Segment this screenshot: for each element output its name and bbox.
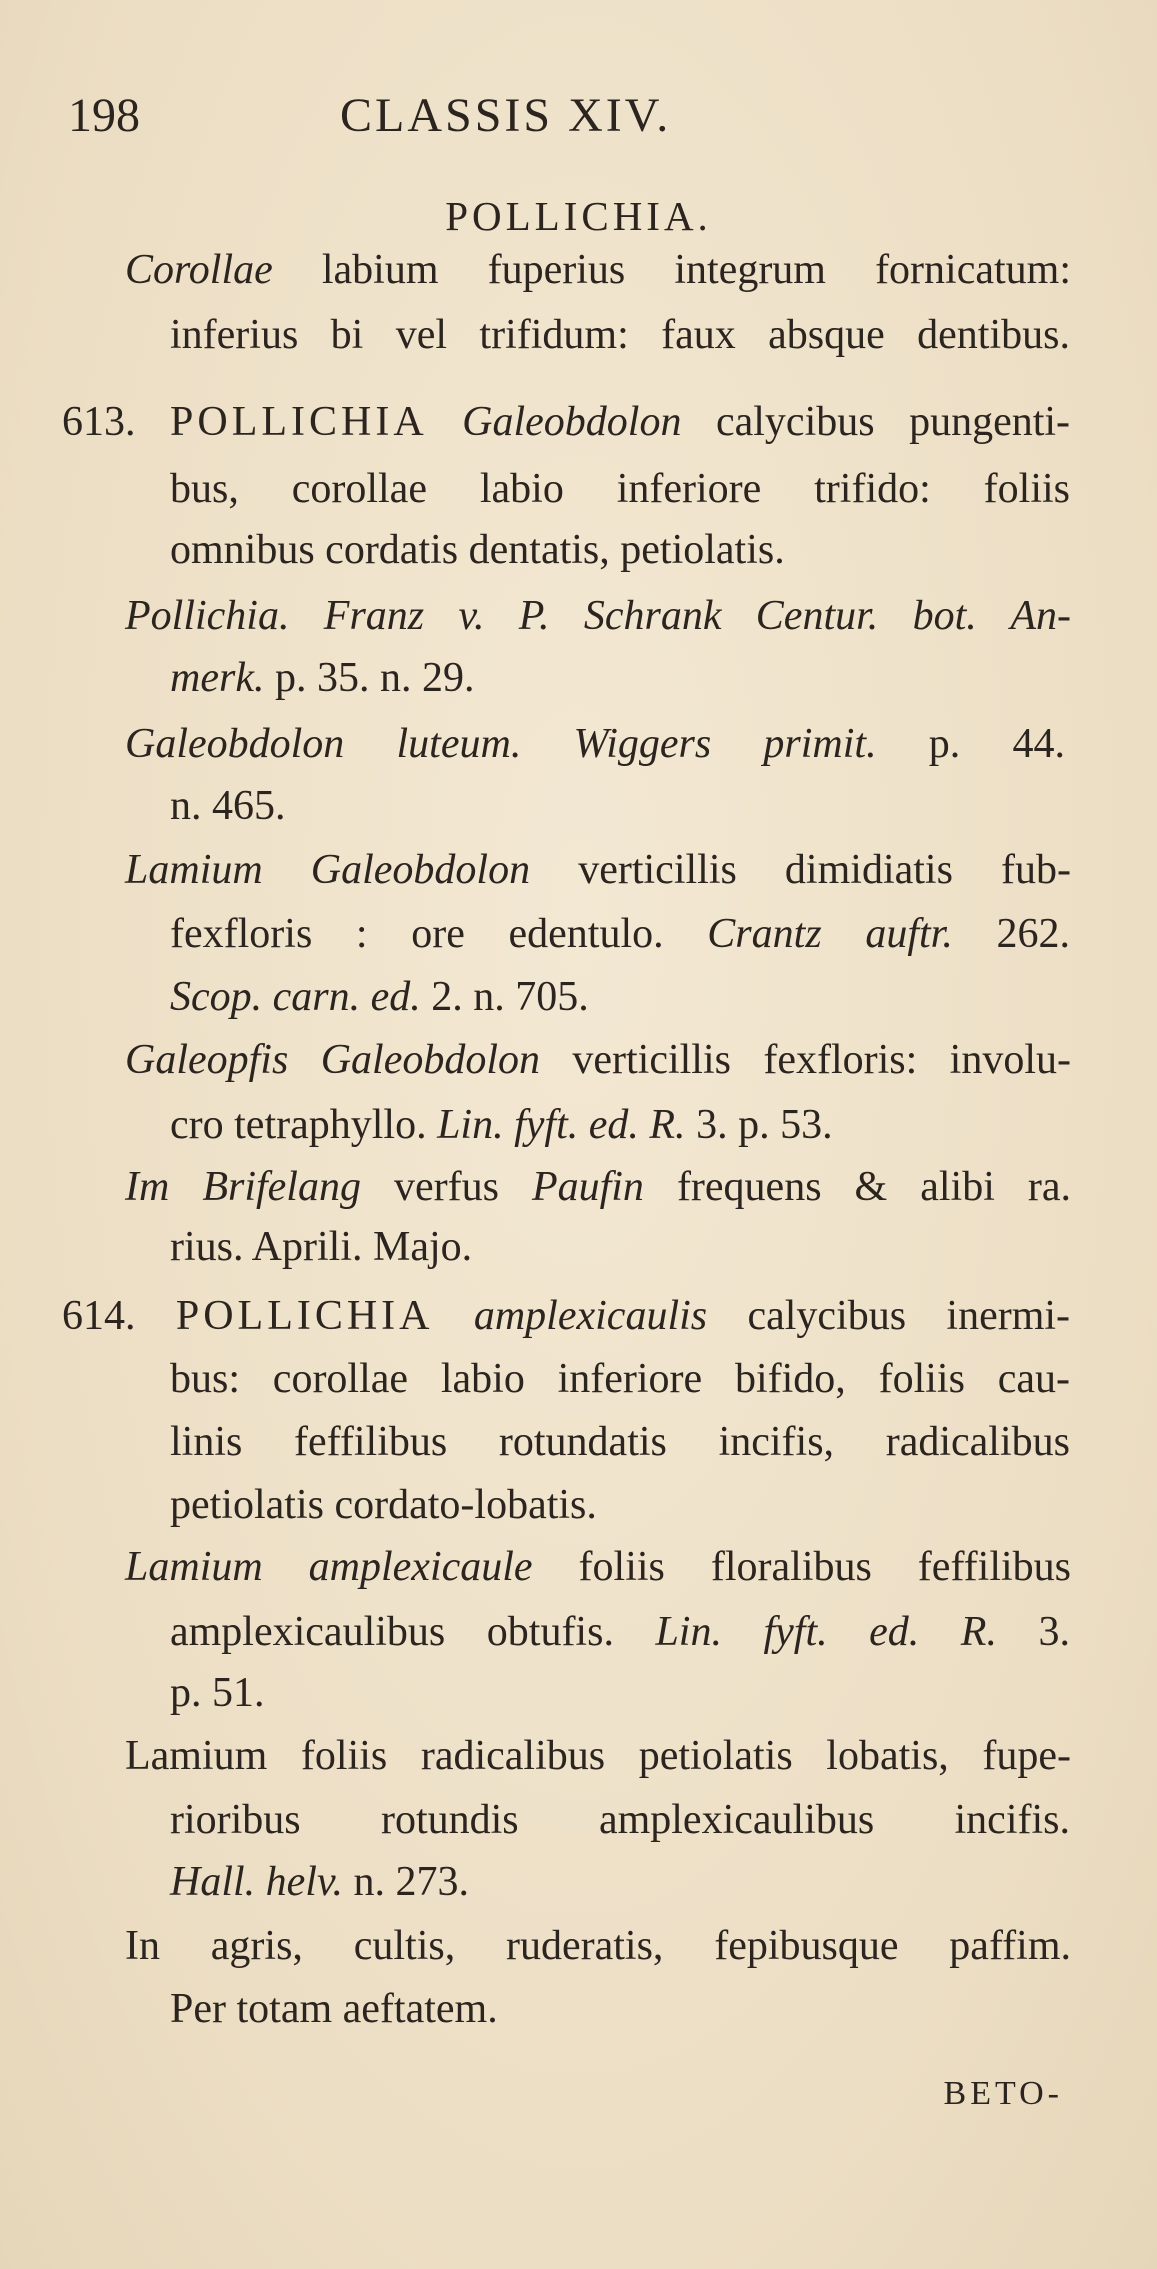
species-epithet: Galeobdolon [462, 399, 682, 445]
species-genus: POLLICHIA [170, 399, 428, 445]
synonym-line: merk. p. 35. n. 29. [170, 655, 475, 701]
running-head: CLASSIS XIV. [340, 89, 672, 142]
habitat-line: Im Brifelang verfus Paufin frequens & alibi ra. [125, 1164, 1071, 1210]
genus-description-line: inferius bi vel trifidum: faux absque dentibus. [170, 312, 1070, 358]
species-epithet: amplexicaulis [473, 1293, 708, 1339]
synonym-line: Lamium amplexicaule foliis floralibus feffilibus [125, 1544, 1072, 1590]
description-line: omnibus cordatis dentatis, petiolatis. [170, 527, 785, 573]
synonym-line: Hall. helv. n. 273. [170, 1859, 470, 1905]
genus-heading: POLLICHIA. [445, 193, 712, 239]
synonym-line: fexfloris : ore edentulo. Crantz auftr. 262. [170, 911, 1071, 957]
synonym-line: Galeopfis Galeobdolon verticillis fexfloris: involu- [125, 1037, 1071, 1083]
synonym-line: p. 51. [170, 1670, 265, 1716]
habitat-line: Per totam aeftatem. [170, 1986, 498, 2032]
synonym-line: amplexicaulibus obtufis. Lin. fyft. ed. R. 3. [170, 1609, 1070, 1655]
species-number: 613. [62, 399, 136, 445]
species-613-heading: 613. POLLICHIA Galeobdolon calycibus pungenti- [62, 399, 1071, 445]
synonym-line: Galeobdolon luteum. Wiggers primit. p. 44. [125, 721, 1065, 767]
habitat-line: rius. Aprili. Majo. [170, 1224, 473, 1270]
synonym-line: Lamium Galeobdolon verticillis dimidiatis fub- [125, 847, 1072, 893]
synonym-line: Pollichia. Franz v. P. Schrank Centur. bot. An- [125, 593, 1071, 639]
synonym-line: rioribus rotundis amplexicaulibus incifis. [170, 1797, 1070, 1843]
corollae-label: Corollae [125, 247, 273, 293]
description-line: bus, corollae labio inferiore trifido: foliis [170, 466, 1070, 512]
description-line: petiolatis cordato-lobatis. [170, 1482, 597, 1528]
synonym-line: cro tetraphyllo. Lin. fyft. ed. R. 3. p. 53. [170, 1102, 833, 1148]
catchword: BETO- [943, 2075, 1063, 2112]
page-header [0, 88, 1157, 148]
species-614-heading: 614. POLLICHIA amplexicaulis calycibus inermi- [62, 1293, 1071, 1339]
description-line: bus: corollae labio inferiore bifido, foliis cau- [170, 1356, 1070, 1402]
description-line: linis feffilibus rotundatis incifis, radicalibus [170, 1419, 1070, 1465]
synonym-line: Scop. carn. ed. 2. n. 705. [170, 974, 589, 1020]
habitat-line: In agris, cultis, ruderatis, fepibusque paffim. [125, 1923, 1071, 1969]
page-number: 198 [68, 89, 140, 142]
synonym-line: Lamium foliis radicalibus petiolatis lobatis, fupe- [125, 1733, 1071, 1779]
synonym-line: n. 465. [170, 783, 286, 829]
species-number: 614. [62, 1293, 136, 1339]
genus-description-line: Corollae labium fuperius integrum fornicatum: [125, 247, 1071, 293]
species-genus: POLLICHIA [175, 1293, 434, 1339]
